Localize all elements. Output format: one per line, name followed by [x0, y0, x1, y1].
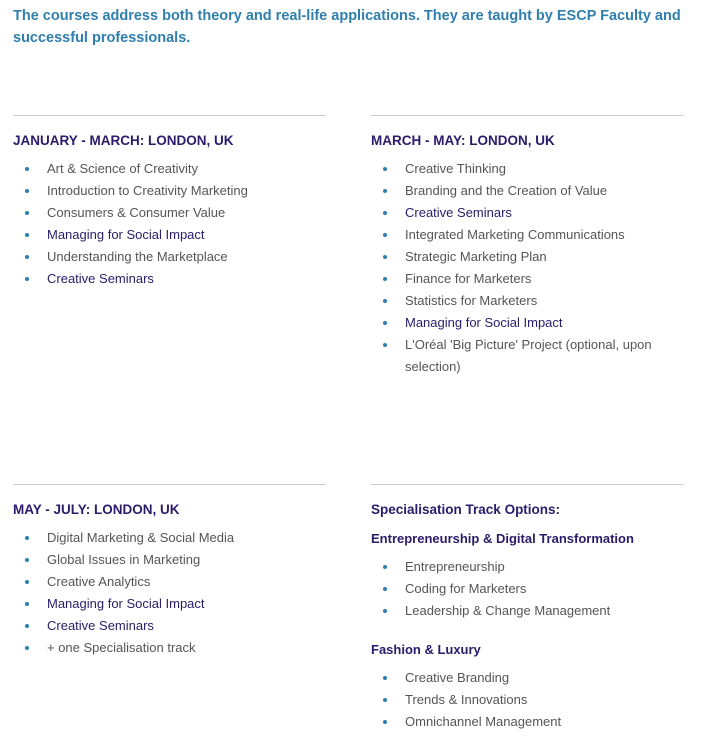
course-item: Branding and the Creation of Value [371, 180, 684, 202]
course-item: + one Specialisation track [13, 637, 326, 659]
bullet-icon [25, 255, 29, 259]
term-block-mar-may [371, 115, 684, 378]
track-title-entrepreneurship: Entrepreneurship & Digital Transformation [371, 531, 634, 546]
bullet-icon [25, 624, 29, 628]
bullet-icon [383, 565, 387, 569]
course-item: Art & Science of Creativity [13, 158, 326, 180]
course-list [371, 667, 684, 733]
bullet-icon [383, 167, 387, 171]
intro-text: The courses address both theory and real-life applications. They are taught by ESCP Faculty and successful professionals. [13, 8, 681, 46]
course-item: Creative Branding [371, 667, 684, 689]
course-item: Creative Analytics [13, 571, 326, 593]
bullet-icon [383, 277, 387, 281]
course-list [371, 158, 684, 378]
bullet-icon [25, 189, 29, 193]
course-item: Creative Thinking [371, 158, 684, 180]
course-item: Understanding the Marketplace [13, 246, 326, 268]
bullet-icon [25, 580, 29, 584]
course-link[interactable]: Managing for Social Impact [371, 312, 684, 334]
term-block-may-jul [13, 484, 326, 659]
bullet-icon [25, 167, 29, 171]
course-link[interactable]: Creative Seminars [13, 615, 326, 637]
bullet-icon [25, 277, 29, 281]
term-title: MARCH - MAY: LONDON, UK [371, 133, 555, 148]
bullet-icon [383, 189, 387, 193]
bullet-icon [383, 321, 387, 325]
course-item: Global Issues in Marketing [13, 549, 326, 571]
course-item: Coding for Marketers [371, 578, 684, 600]
course-item: Finance for Marketers [371, 268, 684, 290]
bullet-icon [383, 676, 387, 680]
bullet-icon [383, 211, 387, 215]
course-link[interactable]: Creative Seminars [371, 202, 684, 224]
course-item: Omnichannel Management [371, 711, 684, 733]
bullet-icon [383, 720, 387, 724]
bullet-icon [383, 609, 387, 613]
course-link[interactable]: Managing for Social Impact [13, 224, 326, 246]
term-title: JANUARY - MARCH: LONDON, UK [13, 133, 234, 148]
course-item: L'Oréal 'Big Picture' Project (optional, upon selection) [371, 334, 684, 378]
bullet-icon [25, 211, 29, 215]
course-item: Entrepreneurship [371, 556, 684, 578]
specialisation-title: Specialisation Track Options: [371, 502, 561, 517]
bullet-icon [25, 646, 29, 650]
term-block-jan-mar [13, 115, 326, 290]
bullet-icon [25, 558, 29, 562]
divider [13, 484, 326, 485]
divider [371, 484, 684, 485]
course-item: Statistics for Marketers [371, 290, 684, 312]
bullet-icon [25, 602, 29, 606]
divider [13, 115, 326, 116]
bullet-icon [25, 233, 29, 237]
specialisation-block [371, 484, 684, 733]
bullet-icon [383, 233, 387, 237]
course-list [13, 158, 326, 290]
track-title-fashion-luxury: Fashion & Luxury [371, 642, 481, 657]
bullet-icon [383, 299, 387, 303]
course-link[interactable]: Creative Seminars [13, 268, 326, 290]
course-list [371, 556, 684, 622]
course-item: Strategic Marketing Plan [371, 246, 684, 268]
course-item: Trends & Innovations [371, 689, 684, 711]
course-item: Integrated Marketing Communications [371, 224, 684, 246]
course-item: Leadership & Change Management [371, 600, 684, 622]
course-item: Digital Marketing & Social Media [13, 527, 326, 549]
bullet-icon [383, 343, 387, 347]
bullet-icon [383, 698, 387, 702]
bullet-icon [383, 255, 387, 259]
term-title: MAY - JULY: LONDON, UK [13, 502, 180, 517]
divider [371, 115, 684, 116]
course-item: Consumers & Consumer Value [13, 202, 326, 224]
bullet-icon [383, 587, 387, 591]
bullet-icon [25, 536, 29, 540]
course-list [13, 527, 326, 659]
course-link[interactable]: Managing for Social Impact [13, 593, 326, 615]
course-item: Introduction to Creativity Marketing [13, 180, 326, 202]
